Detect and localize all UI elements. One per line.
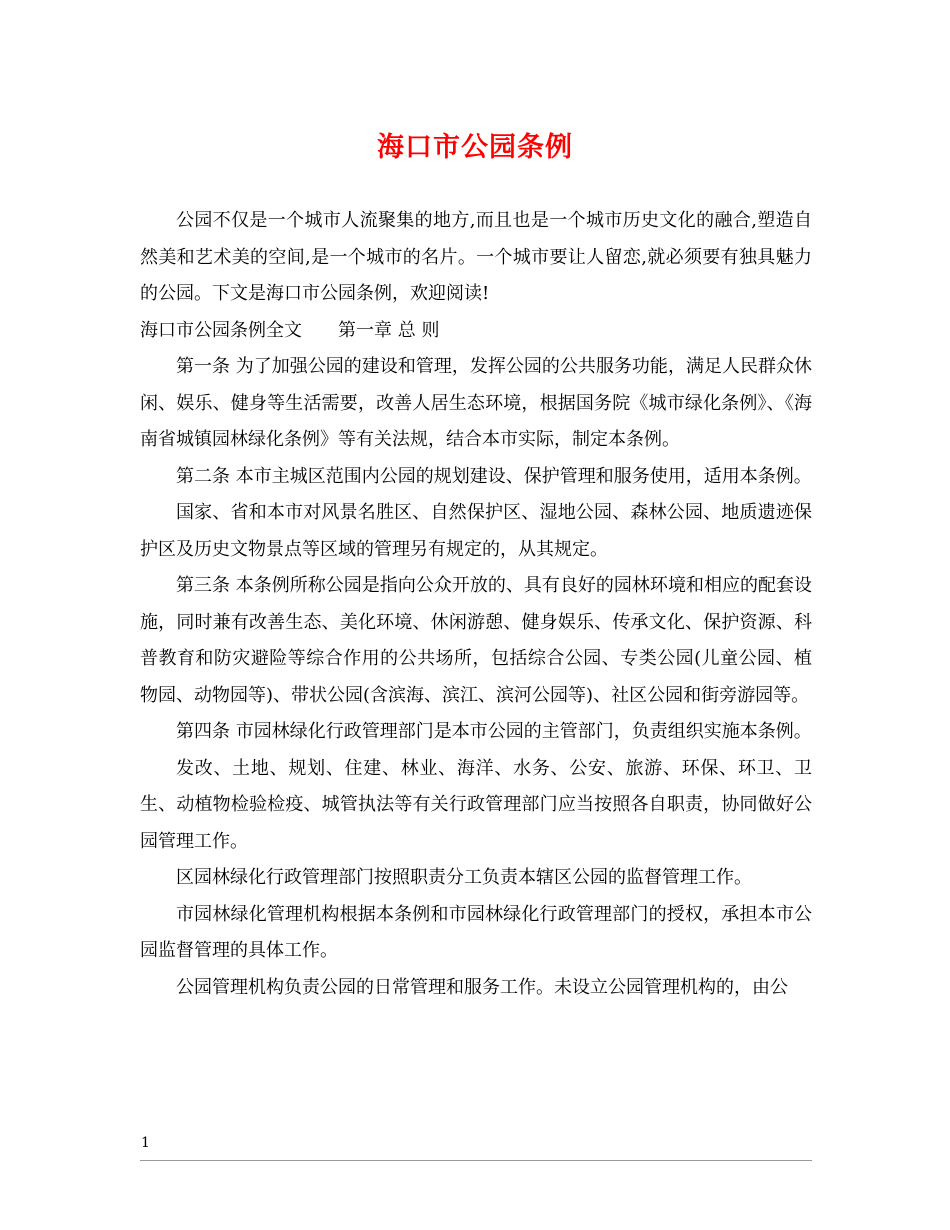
- fulltext-label: 海口市公园条例全文: [140, 319, 302, 341]
- article-2-paragraph: 第二条 本市主城区范围内公园的规划建设、保护管理和服务使用，适用本条例。: [176, 465, 812, 487]
- article-2-exception-paragraph: 国家、省和本市对风景名胜区、自然保护区、湿地公园、森林公园、地质遗迹保护区及历史文物景点等区域的管理另有规定的，从其规定。: [140, 502, 812, 560]
- intro-paragraph: 公园不仅是一个城市人流聚集的地方,而且也是一个城市历史文化的融合,塑造自然美和艺术美的空间,是一个城市的名片。一个城市要让人留恋,就必须要有独具魅力的公园。下文是海口市公园条例，欢迎阅读!: [140, 210, 812, 304]
- page-number: 1: [141, 1135, 150, 1151]
- city-agency-paragraph: 市园林绿化管理机构根据本条例和市园林绿化行政管理部门的授权，承担本市公园监督管理的具体工作。: [140, 903, 812, 961]
- article-1-paragraph: 第一条 为了加强公园的建设和管理，发挥公园的公共服务功能，满足人民群众休闲、娱乐、健身等生活需要，改善人居生态环境，根据国务院《城市绿化条例》、《海南省城镇园林绿化条例》等有关法规，结合本市实际，制定本条例。: [140, 356, 812, 450]
- article-3-paragraph: 第三条 本条例所称公园是指向公众开放的、具有良好的园林环境和相应的配套设施，同时兼有改善生态、美化环境、休闲游憩、健身娱乐、传承文化、保护资源、科普教育和防灾避险等综合作用的公共场所，包括综合公园、专类公园(儿童公园、植物园、动物园等)、带状公园(含滨海、滨江、滨河公园等)、社区公园和街旁游园等。: [140, 575, 812, 706]
- chapter-heading: 第一章 总 则: [338, 319, 440, 341]
- footer-divider: [140, 1160, 812, 1161]
- document-title: 海口市公园条例: [377, 132, 573, 163]
- departments-paragraph: 发改、土地、规划、住建、林业、海洋、水务、公安、旅游、环保、环卫、卫生、动植物检验检疫、城管执法等有关行政管理部门应当按照各自职责，协同做好公园管理工作。: [140, 757, 812, 852]
- article-4-paragraph: 第四条 市园林绿化行政管理部门是本市公园的主管部门，负责组织实施本条例。: [176, 721, 812, 742]
- chapter-line: [140, 313, 812, 350]
- document-body: [140, 203, 812, 1006]
- park-agency-paragraph: 公园管理机构负责公园的日常管理和服务工作。未设立公园管理机构的，由公: [176, 976, 788, 998]
- district-paragraph: 区园林绿化行政管理部门按照职责分工负责本辖区公园的监督管理工作。: [176, 867, 752, 888]
